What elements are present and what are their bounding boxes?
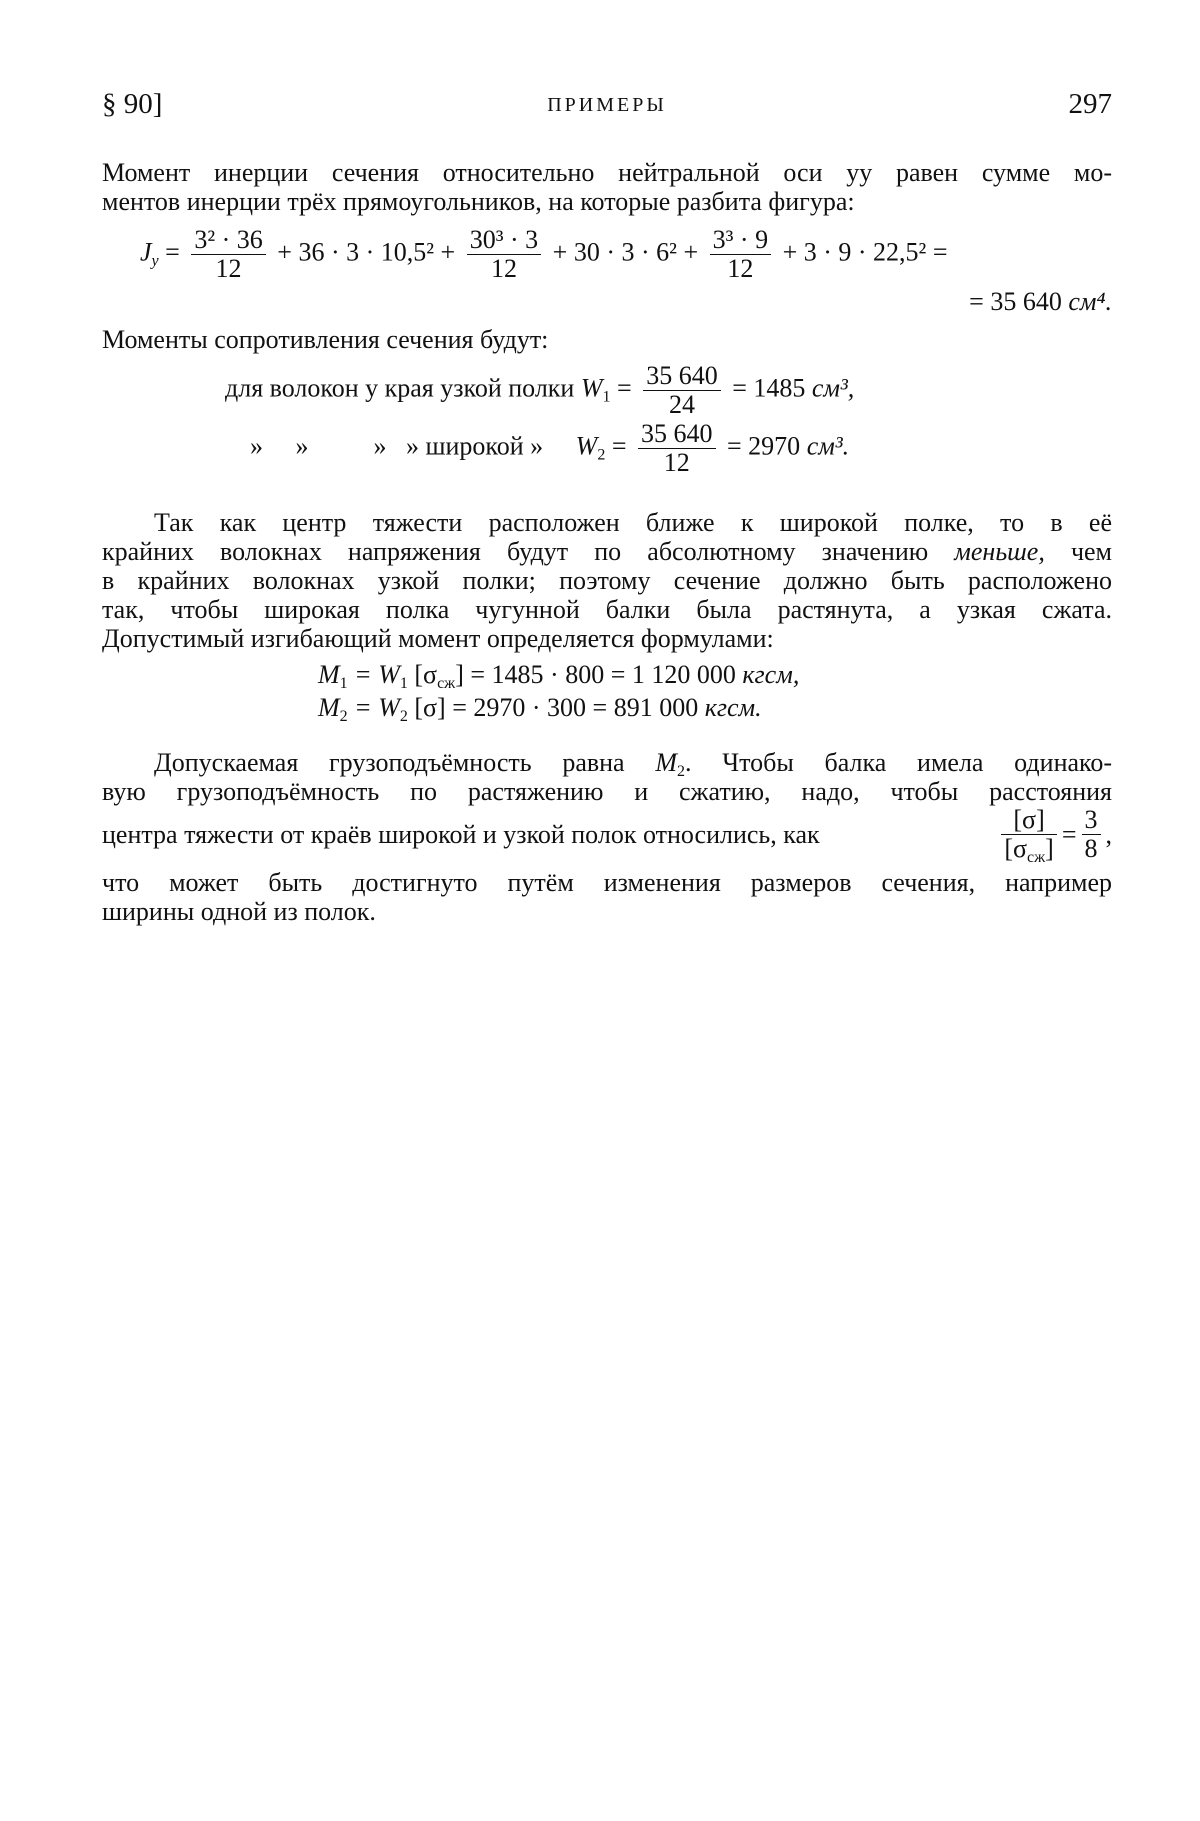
para2-line-4: так, чтобы широкая полка чугунной балки была растянута, а узкая сжата.	[102, 595, 1112, 624]
intro-line-1: Момент инерции сечения относительно нейтральной оси yy равен сумме мо-	[102, 158, 1112, 187]
para3-line-2: вую грузоподъёмность по растяжению и сжатию, надо, чтобы расстояния	[102, 777, 1112, 806]
para2-line-3: в крайних волокнах узкой полки; поэтому сечение должно быть расположено	[102, 566, 1112, 595]
para3-line-3: центра тяжести от краёв широкой и узкой полок относились, как $\frac{[\sigma]}{[\sigma_{сж}]}$ = $\frac{3}{8}$ ,	[102, 805, 1112, 866]
moments-intro: Моменты сопротивления сечения будут:	[102, 325, 549, 354]
intro-line-2: ментов инерции трёх прямоугольников, на которые разбита фигура:	[102, 187, 855, 216]
running-title: ПРИМЕРЫ	[547, 94, 667, 116]
fraction: $\frac{\text{3³ · 9}}{12}$	[710, 226, 771, 283]
section-number: § 90]	[102, 88, 163, 120]
fraction: $\frac{3}{8}$	[1082, 806, 1101, 863]
inertia-result: = 35 640 см⁴.	[969, 287, 1112, 316]
para3-line-1: Допускаемая грузоподъёмность равна $M_2$. Чтобы балка имела одинако-	[154, 748, 1112, 780]
w1-formula: для волокон у края узкой полки $W_1$ = $\frac{35 640}{24}$ = 1485 см³,	[225, 361, 855, 419]
para2-line-2: крайних волокнах напряжения будут по абсолютному значению меньше, чем	[102, 537, 1113, 566]
fraction: $\frac{35 640}{12}$	[638, 420, 716, 477]
para3-line-5: ширины одной из полок.	[102, 897, 376, 926]
w2-formula: » » » » широкой » $W_2$ = $\frac{35 640}{12}$ = 2970 см³.	[250, 419, 850, 477]
page-number: 297	[1068, 88, 1112, 120]
emphasis: меньше,	[954, 537, 1045, 566]
inertia-formula: $J_y$ = $\frac{\text{3² · 36}}{12}$ + 36 · 3 · 10,5² + $\frac{\text{30³ · 3}}{12}$ + 30 · 3 · 6² + $\frac{\text{3³ · 9}}{12}$ + 3 · 9 · 22,5² =	[140, 225, 948, 283]
para2-line-1: Так как центр тяжести расположен ближе к широкой полке, то в её	[154, 508, 1112, 537]
m1-formula: $M_1 = W_1$ $[\sigma_{сж}] = 1485 \cdot 800 = 1$ 120 000 кгсм,	[318, 660, 800, 692]
fraction: $\frac{35 640}{24}$	[643, 362, 721, 419]
fraction: $\frac{\text{3² · 36}}{12}$	[191, 226, 265, 283]
para2-line-5: Допустимый изгибающий момент определяется формулами:	[102, 624, 774, 653]
m2-formula: $M_2 = W_2$ [σ] = 2970 · 300 = 891 000 кгсм.	[318, 693, 762, 725]
para3-line-4: что может быть достигнуто путём изменения размеров сечения, например	[102, 868, 1112, 897]
fraction: $\frac{[\sigma]}{[\sigma_{сж}]}$	[1001, 806, 1057, 863]
fraction: $\frac{\text{30³ · 3}}{12}$	[467, 226, 541, 283]
running-header	[102, 88, 1112, 128]
